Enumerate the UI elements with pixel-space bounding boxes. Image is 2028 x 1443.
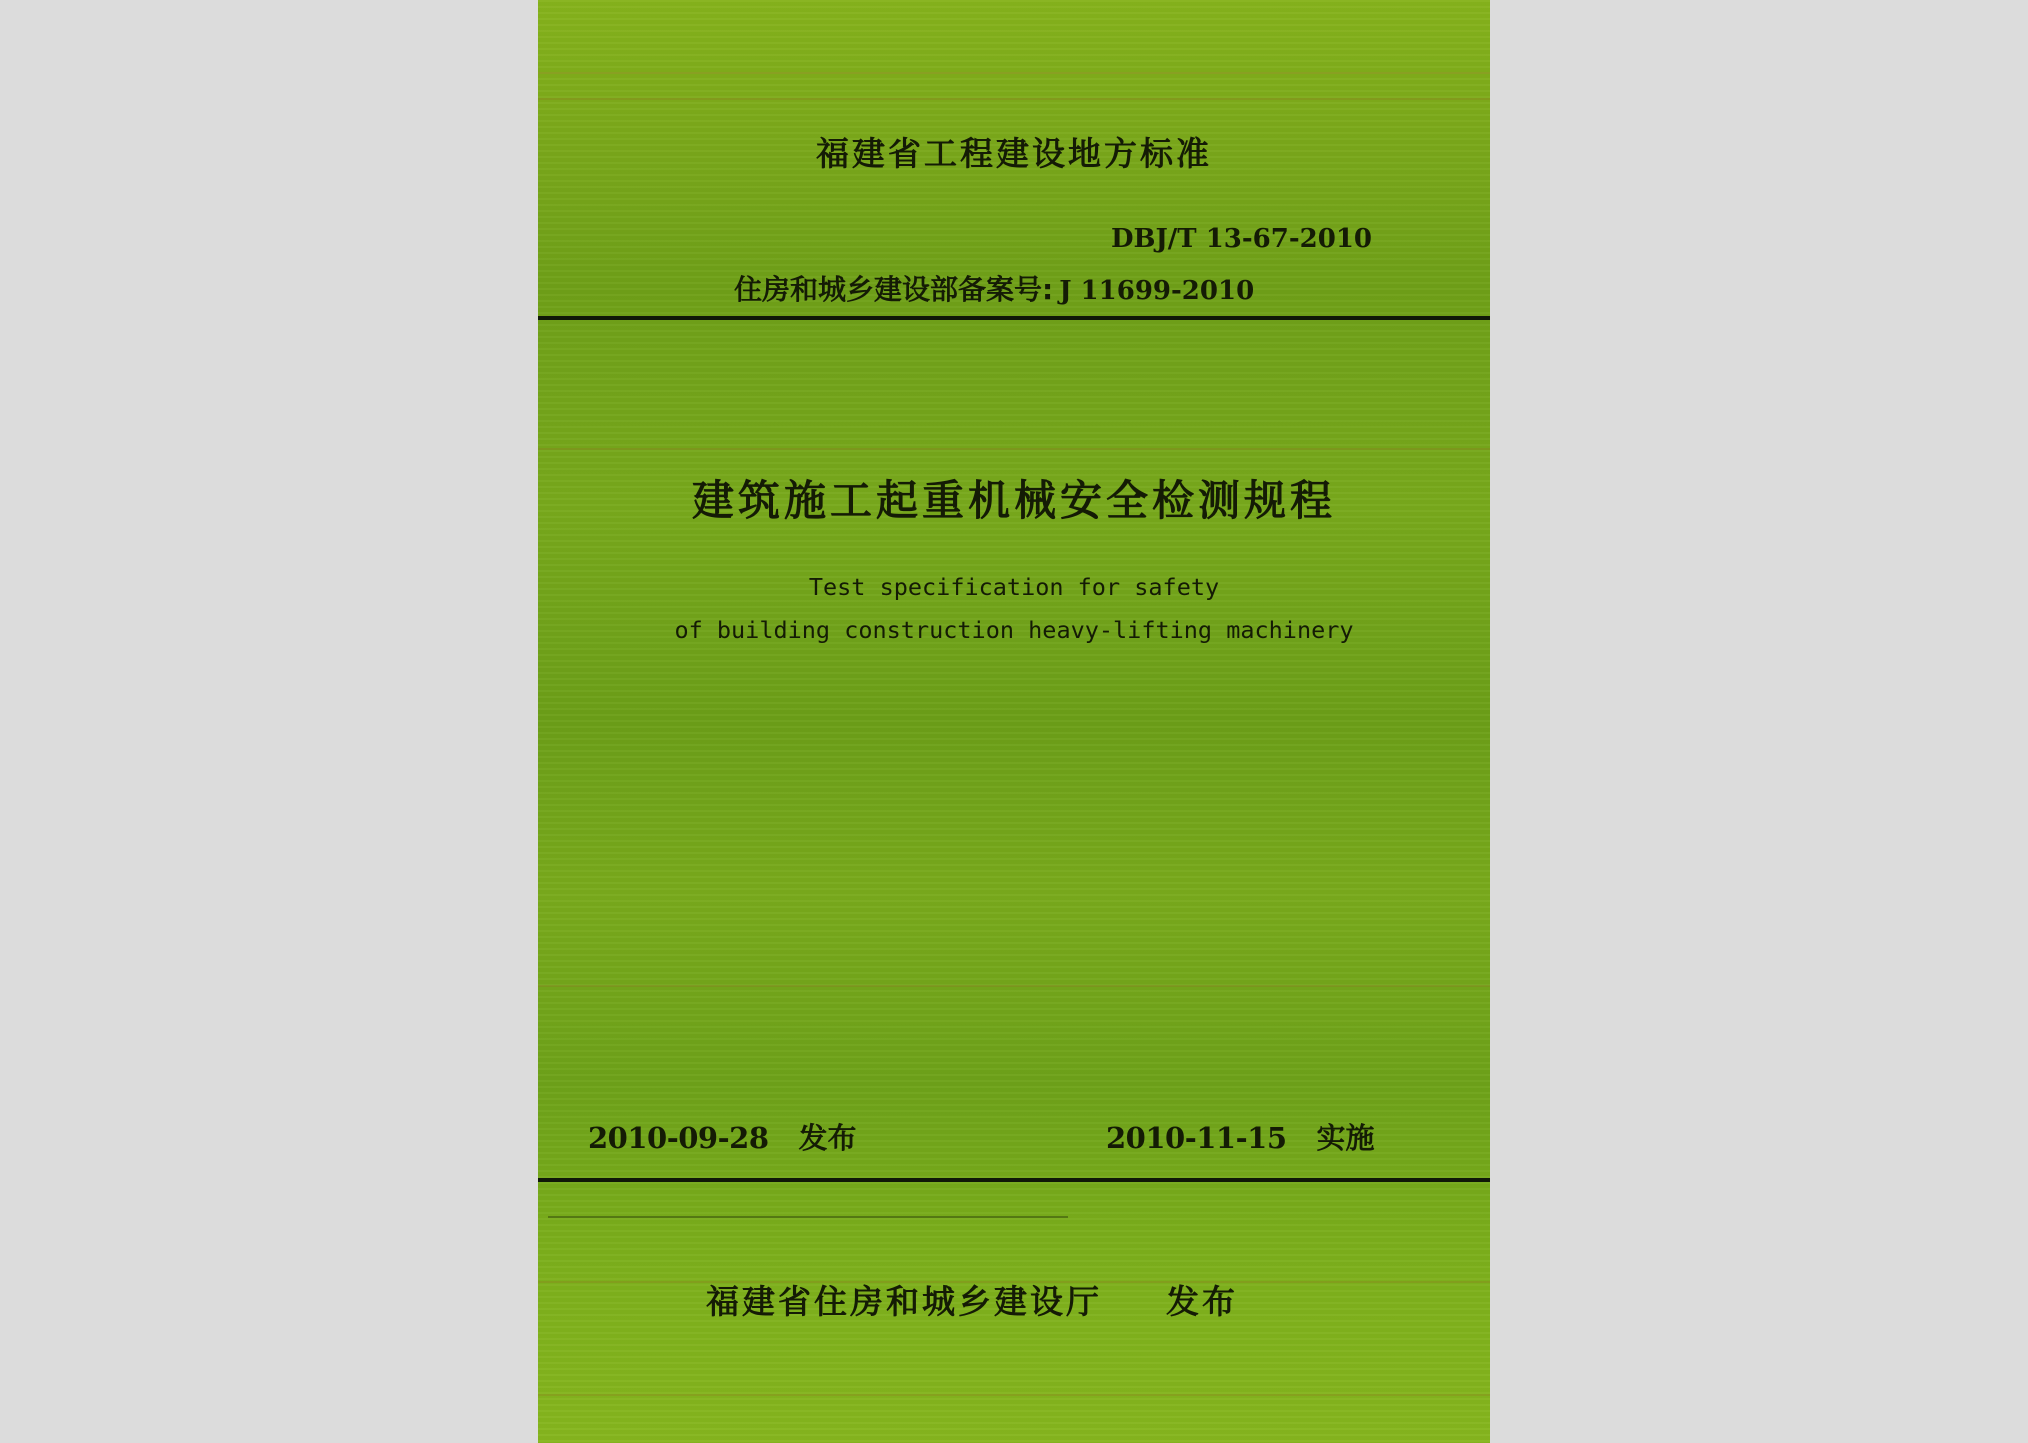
standard-code: DBJ/T 13-67-2010: [1110, 224, 1372, 254]
thin-divider: [548, 1216, 1068, 1218]
effective-date-block: [1106, 1116, 1375, 1157]
issue-label: 发布: [798, 1121, 857, 1155]
scan-band: [538, 72, 1490, 74]
document-title-en: [538, 566, 1490, 652]
effective-label: 实施: [1316, 1121, 1375, 1155]
title-en-line-2: of building construction heavy-lifting machinery: [674, 616, 1354, 644]
issue-date: 2010-09-28: [588, 1121, 769, 1155]
date-row: [588, 1116, 1448, 1156]
top-divider: [538, 316, 1490, 320]
record-label: 住房和城乡建设部备案号:: [734, 273, 1054, 306]
issue-date-block: [588, 1116, 857, 1157]
publisher-action: 发布: [1166, 1282, 1238, 1321]
title-en-line-1: Test specification for safety: [808, 573, 1220, 601]
document-title-zh: 建筑施工起重机械安全检测规程: [691, 476, 1336, 525]
scan-band: [538, 1394, 1490, 1396]
publisher-line: [706, 1276, 1238, 1323]
record-number: J 11699-2010: [1059, 276, 1255, 306]
scan-band: [538, 98, 1490, 100]
standard-cover-page: [538, 0, 1490, 1443]
record-number-row: [734, 268, 1254, 308]
publisher-name: 福建省住房和城乡建设厅: [706, 1282, 1102, 1321]
standard-type-heading: 福建省工程建设地方标准: [816, 134, 1212, 173]
scan-band: [538, 985, 1490, 987]
scan-band: [538, 448, 1490, 450]
bottom-divider: [538, 1178, 1490, 1182]
effective-date: 2010-11-15: [1106, 1121, 1287, 1155]
